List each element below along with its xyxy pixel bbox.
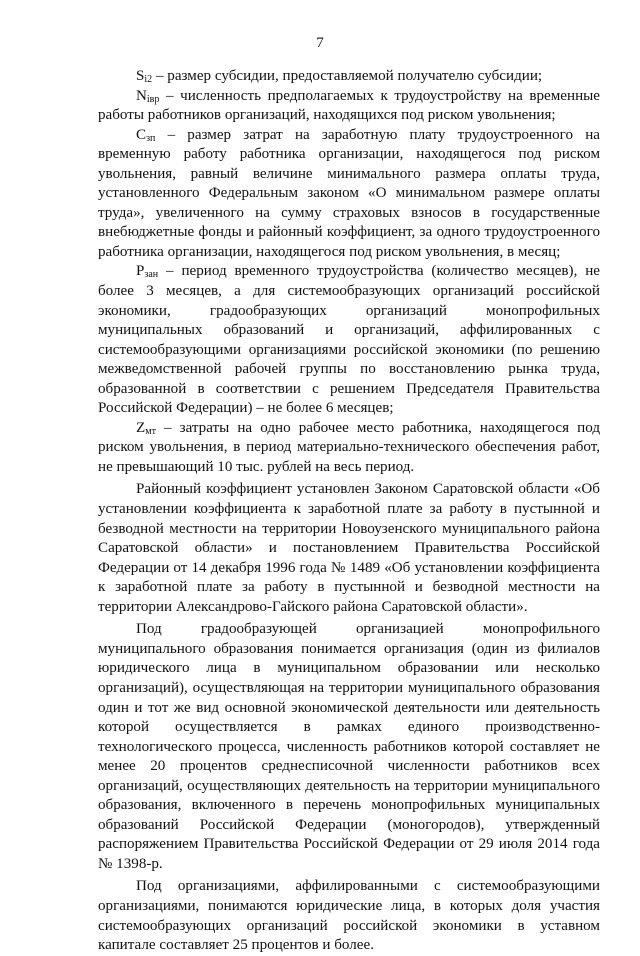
- paragraph-affiliated-organizations: [98, 877, 600, 955]
- variable-symbol: S: [136, 68, 145, 84]
- paragraph-s-i2: [98, 67, 600, 87]
- paragraph-regional-coefficient: [98, 480, 600, 617]
- variable-symbol: P: [136, 263, 145, 280]
- paragraph-text: Под градообразующей организацией монопрофильного муниципального образования понимается организация (один из филиалов юридического лица в муниципальном образовании или несколько организаций), осуществляющая на территории муниципального образования один и тот же вид основной экономической деятельности или деятельность которой осуществляется в рамках единого производственно-технологического процесса, численность работников которой составляет не менее 20 процентов среднесписочной численности работников всех организаций, осуществляющих деятельность на территории муниципального образования, включенного в перечень монопрофильных муниципальных образований Российской Федерации (моногородов), утвержденный распоряжением Правительства Российской Федерации от 29 июля 2014 года № 1398-р.: [98, 621, 600, 872]
- paragraph-text: Районный коэффициент установлен Законом Саратовской области «Об установлении коэффициента к заработной плате за работу в пустынной и безводной местности на территории Новоузенского муниципального района Саратовской области» и постановлением Правительства Российской Федерации от 14 декабря 1996 года № 1489 «Об установлении коэффициента к заработной плате за работу в пустынной и безводной местности на территории Александрово-Гайского района Саратовской области».: [98, 481, 600, 615]
- document-body: [98, 67, 600, 956]
- variable-symbol: Z: [136, 419, 146, 436]
- variable-subscript: i2: [144, 74, 153, 85]
- paragraph-z-mt: [98, 419, 600, 478]
- paragraph-p-zan: [98, 262, 600, 418]
- variable-symbol: N: [136, 87, 147, 104]
- paragraph-city-forming-organization: [98, 620, 600, 874]
- variable-subscript: зан: [144, 269, 159, 281]
- variable-subscript: зп: [146, 132, 156, 144]
- paragraph-text: – размер субсидии, предоставляемой получателю субсидии;: [152, 68, 543, 84]
- variable-subscript: мт: [145, 425, 156, 437]
- paragraph-text: – размер затрат на заработную плату трудоустроенного на временную работу работника организации, находящегося под риском увольнения, равный величине минимального размера оплаты труда, установленного Федеральным законом «О минимальном размере оплаты труда», увеличенного на сумму страховых взносов в государственные внебюджетные фонды и районный коэффициент, за одного трудоустроенного работника организации, находящегося под риском увольнения, в месяц;: [98, 126, 600, 260]
- paragraph-c-zp: [98, 126, 600, 263]
- paragraph-n-ivr: [98, 87, 600, 126]
- paragraph-text: – затраты на одно рабочее место работника, находящегося под риском увольнения, в период материально-технического обеспечения работ, не превышающий 10 тыс. рублей на весь период.: [98, 419, 600, 475]
- paragraph-text: – численность предполагаемых к трудоустройству на временные работы работников организаций, находящихся под риском увольнения;: [98, 87, 600, 124]
- variable-symbol: C: [136, 126, 147, 143]
- paragraph-text: – период временного трудоустройства (количество месяцев), не более 3 месяцев, а для системообразующих организаций российской экономики, градообразующих организаций монопрофильных муниципальных образований и организаций, аффилированных с системообразующими организациями российской экономики (по решению межведомственной рабочей группы по восстановлению рынка труда, образованной в соответствии с решением Председателя Правительства Российской Федерации) – не более 6 месяцев;: [98, 263, 600, 417]
- page-number: 7: [316, 35, 324, 51]
- paragraph-text: Под организациями, аффилированными с системообразующими организациями, понимаются юридические лица, в которых доля участия системообразующих организаций российской экономики в уставном капитале составляет 25 процентов и более.: [98, 878, 600, 954]
- variable-subscript: iвр: [146, 93, 160, 105]
